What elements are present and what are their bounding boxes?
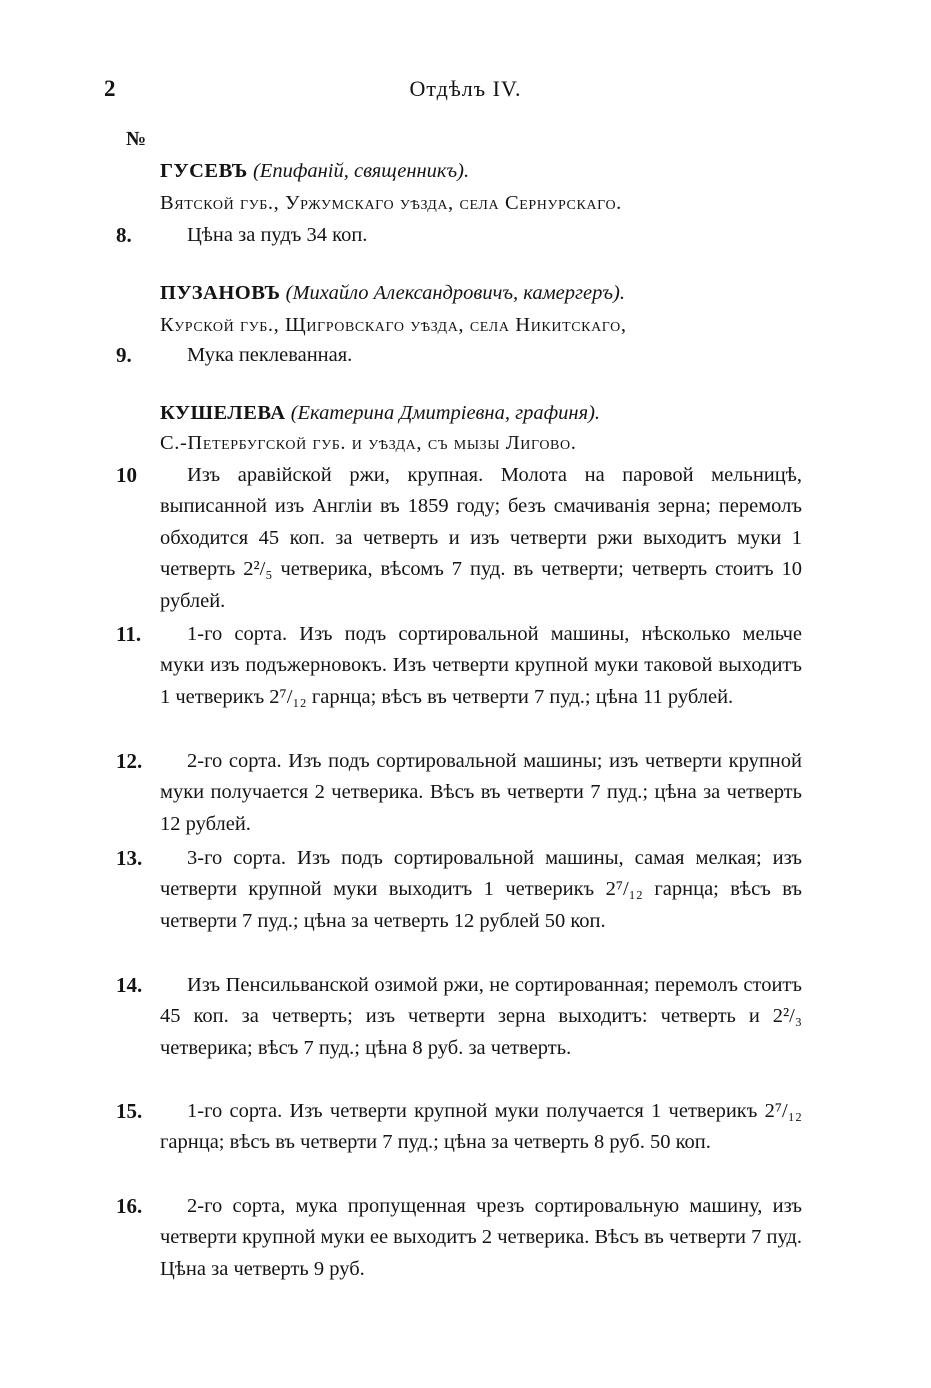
entry-heading [160,156,469,186]
item-number: 8. [116,223,132,247]
page-header [0,76,931,106]
item-text: 1-го сорта. Изъ четверти крупной муки получается 1 четверикъ 2⁷/₁₂ гарнца; вѣсъ въ четверти 7 пуд.; цѣна за четверть 8 руб. 50 коп. [160,1100,802,1154]
exhibitor-location: Вятской губ., Уржумскаго уѣзда, села Сернурскаго. [160,192,622,214]
item-number: 9. [116,343,132,367]
item-number: 10 [116,463,137,487]
item-text: 3-го сорта. Изъ подъ сортировальной машины, самая мелкая; изъ четверти крупной муки выходитъ 1 четверикъ 2⁷/₁₂ гарнца; вѣсъ въ четверти 7 пуд.; цѣна за четверть 12 рублей 50 коп. [160,847,802,932]
item-number: 14. [116,973,143,997]
exhibitor-details: (Епифаній, священникъ). [252,160,470,182]
item-number: 13. [116,846,143,870]
item-text: Цѣна за пудъ 34 коп. [187,224,368,246]
entry-heading [160,398,600,428]
exhibitor-details: (Михайло Александровичъ, камергеръ). [285,282,625,304]
item-text: 2-го сорта. Изъ подъ сортировальной машины; изъ четверти крупной муки получается 2 четверика. Вѣсъ въ четверти 7 пуд.; цѣна за четверть 12 рублей. [160,750,802,835]
item-text: Изъ аравійской ржи, крупная. Молота на паровой мельницѣ, выписанной изъ Англіи въ 1859 году; безъ смачиванія зерна; перемолъ обходится 45 коп. за четверть и изъ четверти ржи выходитъ муки 1 четверть 2²/₅ четверика, вѣсомъ 7 пуд. въ четверти; четверть стоитъ 10 рублей. [160,464,802,612]
item-number: 12. [116,749,143,773]
item-text: 1-го сорта. Изъ подъ сортировальной машины, нѣсколько мельче муки изъ подъжерновокъ. Изъ четверти крупной муки таковой выходитъ 1 четверикъ 2⁷/₁₂ гарнца; вѣсъ въ четверти 7 пуд.; цѣна 11 рублей. [160,623,802,708]
exhibitor-location: Курской губ., Щигровскаго уѣзда, села Никитскаго, [160,314,627,336]
exhibitor-details: (Екатерина Дмитріевна, графиня). [290,402,601,424]
exhibitor-surname: ПУЗАНОВЪ [160,282,281,304]
exhibitor-surname: КУШЕЛЕВА [160,402,286,424]
exhibitor-surname: ГУСЕВЪ [160,160,248,182]
item-number: 15. [116,1099,143,1123]
item-number: 11. [116,622,142,646]
running-head: Отдѣлъ IV. [409,76,522,101]
page-number: 2 [104,76,116,101]
entry-heading [160,278,625,308]
item-text: 2-го сорта, мука пропущенная чрезъ сортировальную машину, изъ четверти крупной муки ее выходитъ 2 четверика. Вѣсъ въ четверти 7 пуд. Цѣна за четверть 9 руб. [160,1195,802,1280]
item-text: Изъ Пенсильванской озимой ржи, не сортированная; перемолъ стоитъ 45 коп. за четверть; изъ четверти зерна выходитъ: четверть и 2²/₃ четверика; вѣсъ 7 пуд.; цѣна 8 руб. за четверть. [160,974,802,1059]
item-text: Мука пеклеванная. [187,344,353,366]
number-column-sign: № [126,128,147,150]
exhibitor-location: С.-Петербугской губ. и уѣзда, съ мызы Лигово. [160,432,577,454]
item-number: 16. [116,1194,143,1218]
